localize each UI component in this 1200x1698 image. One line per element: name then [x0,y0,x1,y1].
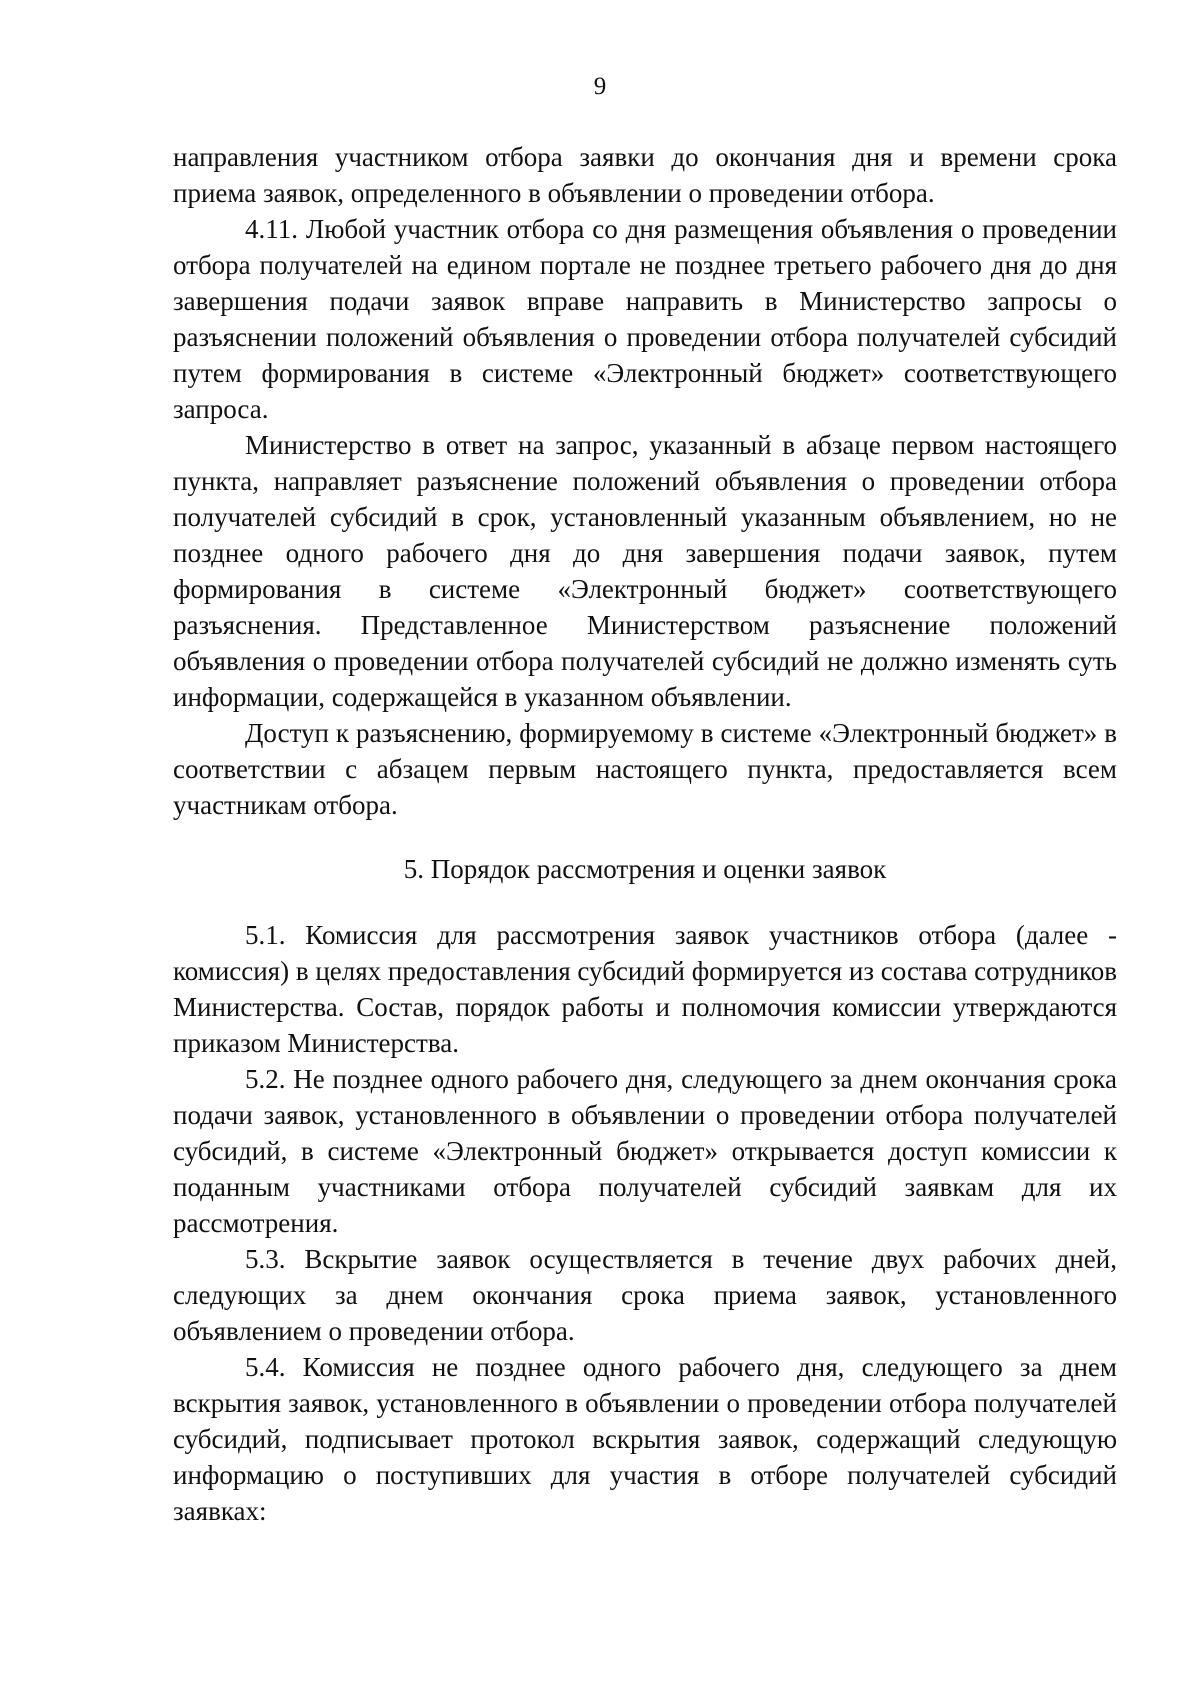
paragraph-5-3: 5.3. Вскрытие заявок осуществляется в течение двух рабочих дней, следующих за днем окончания срока приема заявок, установленного объявлением о проведении отбора. [173,1244,1117,1346]
section-heading: 5. Порядок рассмотрения и оценки заявок [403,854,887,884]
paragraph-ministry-response: Министерство в ответ на запрос, указанный в абзаце первом настоящего пункта, направляет разъяснение положений объявления о проведении отбора получателей субсидий в срок, установленный указанным объявлением, но не позднее одного рабочего дня до дня завершения подачи заявок, путем формирования в системе «Электронный бюджет» соответствующего разъяснения. Представленное Министерством разъяснение положений объявления о проведении отбора получателей субсидий не должно изменять суть информации, содержащейся в указанном объявлении. [173,430,1117,712]
page-number: 9 [593,73,607,100]
paragraph-5-2: 5.2. Не позднее одного рабочего дня, следующего за днем окончания срока подачи заявок, установленного в объявлении о проведении отбора получателей субсидий, в системе «Электронный бюджет» открывается доступ комиссии к поданным участниками отбора получателей субсидий заявкам для их рассмотрения. [173,1064,1117,1238]
paragraph-4-11: 4.11. Любой участник отбора со дня размещения объявления о проведении отбора получателей на едином портале не позднее третьего рабочего дня до дня завершения подачи заявок вправе направить в Министерство запросы о разъяснении положений объявления о проведении отбора получателей субсидий путем формирования в системе «Электронный бюджет» соответствующего запроса. [173,214,1117,424]
paragraph-5-4: 5.4. Комиссия не позднее одного рабочего дня, следующего за днем вскрытия заявок, установленного в объявлении о проведении отбора получателей субсидий, подписывает протокол вскрытия заявок, содержащий следующую информацию о поступивших для участия в отборе получателей субсидий заявках: [173,1352,1117,1526]
paragraph-access: Доступ к разъяснению, формируемому в системе «Электронный бюджет» в соответствии с абзацем первым настоящего пункта, предоставляется всем участникам отбора. [173,718,1117,820]
document-body [173,139,1117,1529]
paragraph-continuation: направления участником отбора заявки до окончания дня и времени срока приема заявок, определенного в объявлении о проведении отбора. [173,142,1117,208]
paragraph-5-1: 5.1. Комиссия для рассмотрения заявок участников отбора (далее - комиссия) в целях предоставления субсидий формируется из состава сотрудников Министерства. Состав, порядок работы и полномочия комиссии утверждаются приказом Министерства. [173,920,1117,1058]
